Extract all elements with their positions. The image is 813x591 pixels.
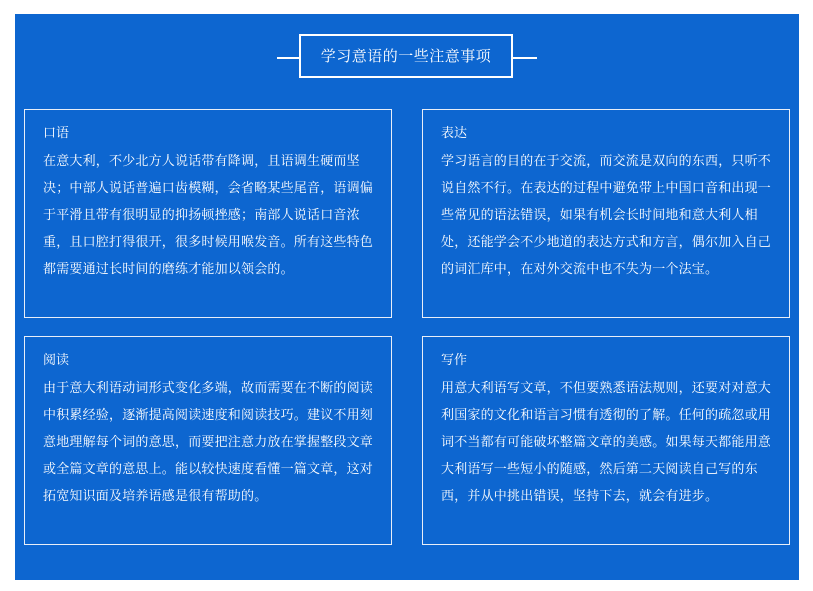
tip-card-writing: [422, 336, 790, 545]
card-body: 由于意大利语动词形式变化多端，故而需要在不断的阅读中积累经验，逐渐提高阅读速度和阅读技巧。建议不用刻意地理解每个词的意思，而要把注意力放在掌握整段文章或全篇文章的意思上。能以较快速度看懂一篇文章，这对拓宽知识面及培养语感是很有帮助的。: [43, 381, 374, 504]
tip-card-expression: [422, 109, 790, 318]
content-panel: [15, 14, 799, 580]
card-heading: 阅读: [43, 353, 70, 368]
section-title: 学习意语的一些注意事项: [299, 34, 513, 78]
card-heading: 写作: [441, 353, 468, 368]
card-body: 学习语言的目的在于交流，而交流是双向的东西，只听不说自然不行。在表达的过程中避免带上中国口音和出现一些常见的语法错误，如果有机会长时间地和意大利人相处，还能学会不少地道的表达方式和方言，偶尔加入自己的词汇库中，在对外交流中也不失为一个法宝。: [441, 154, 772, 277]
tip-card-speaking: [24, 109, 392, 318]
card-heading: 口语: [43, 126, 70, 141]
card-heading: 表达: [441, 126, 468, 141]
section-header: [15, 34, 799, 82]
tip-card-reading: [24, 336, 392, 545]
card-body: 用意大利语写文章，不但要熟悉语法规则，还要对对意大利国家的文化和语言习惯有透彻的了解。任何的疏忽或用词不当都有可能破坏整篇文章的美感。如果每天都能用意大利语写一些短小的随感，然后第二天阅读自己写的东西，并从中挑出错误，坚持下去，就会有进步。: [441, 381, 772, 504]
card-body: 在意大利，不少北方人说话带有降调，且语调生硬而坚决；中部人说话普遍口齿模糊，会省略某些尾音，语调偏于平滑且带有很明显的抑扬顿挫感；南部人说话口音浓重，且口腔打得很开，很多时候用喉发音。所有这些特色都需要通过长时间的磨练才能加以领会的。: [43, 154, 374, 277]
